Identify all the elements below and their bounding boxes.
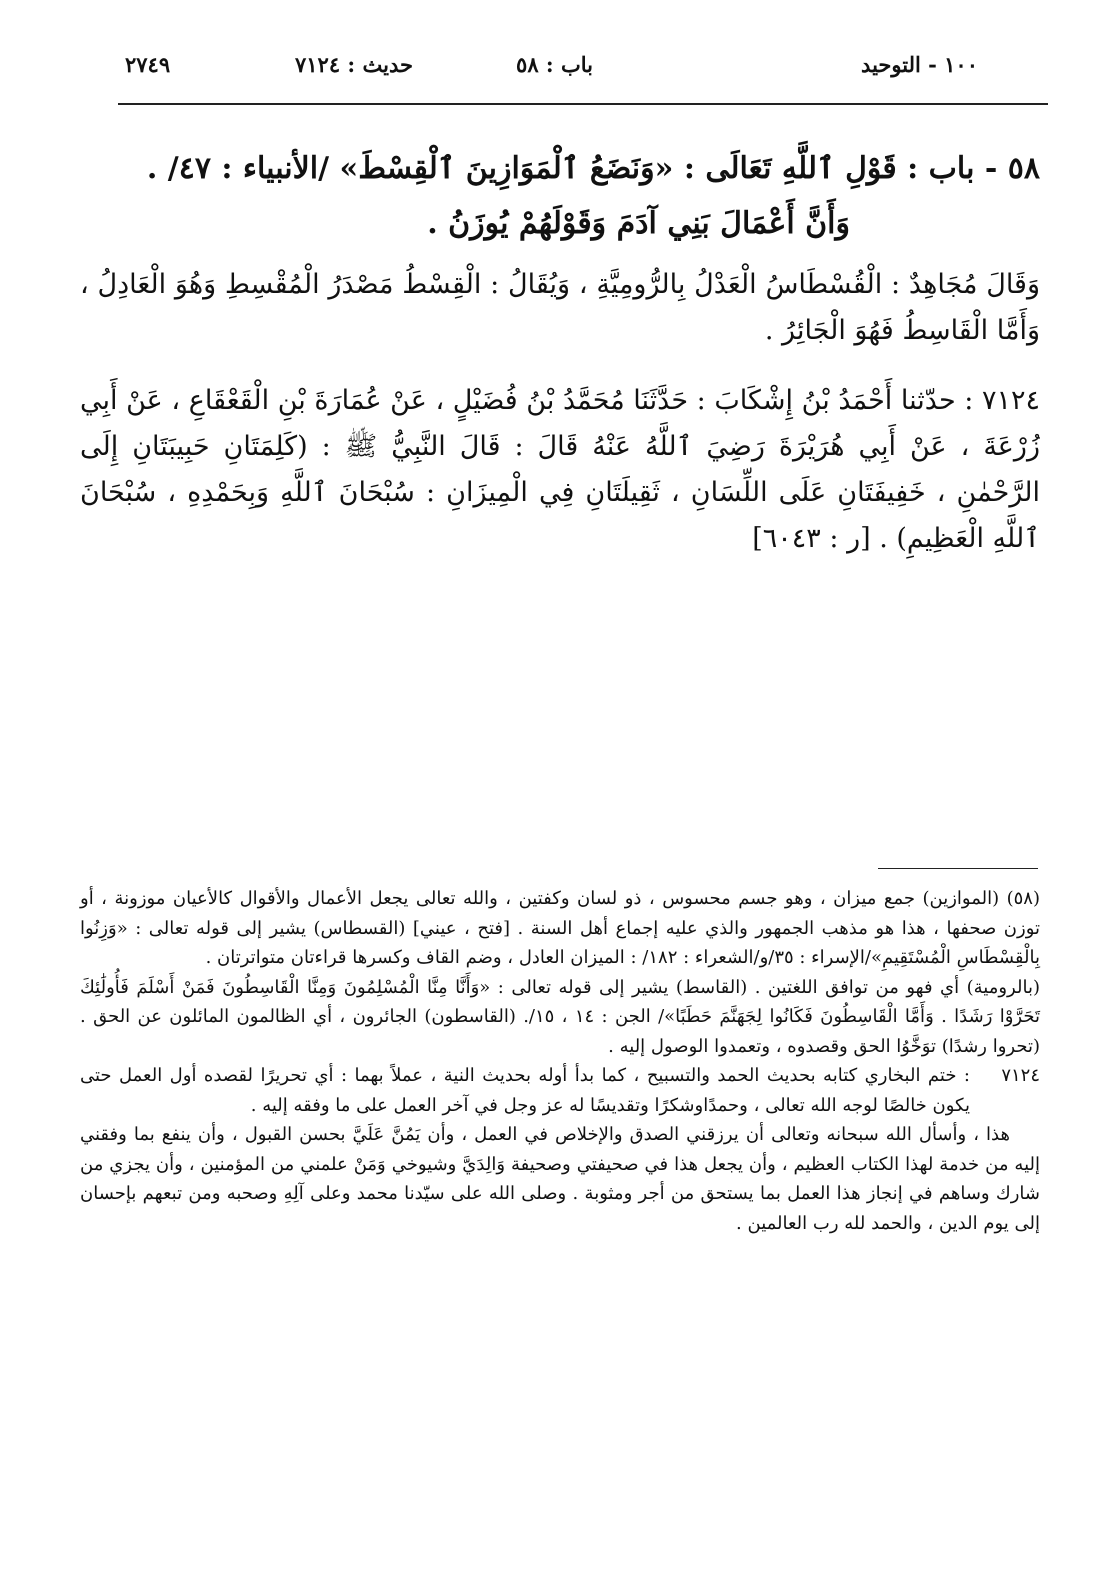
mujahid-paragraph: وَقَالَ مُجَاهِدٌ : الْقُسْطَاسُ الْعَدْلُ بِالرُّومِيَّةِ ، وَيُقَالُ : الْقِسْطُ مَصْدَرُ الْمُقْسِطِ وَهُوَ الْعَادِلُ ، وَأَمَّا الْقَاسِطُ فَهُوَ الْجَائِرُ . — [80, 269, 1040, 346]
hadith-text: ٧١٢٤ : حدّثنا أَحْمَدُ بْنُ إِشْكَابَ : حَدَّثَنَا مُحَمَّدُ بْنُ فُضَيْلٍ ، عَنْ عُمَارَةَ بْنِ الْقَعْقَاعِ ، عَنْ أَبِي زُرْعَةَ ، عَنْ أَبِي هُرَيْرَةَ رَضِيَ ٱللَّهُ عَنْهُ قَالَ : قَالَ النَّبِيُّ ﷺ : (كَلِمَتَانِ حَبِيبَتَانِ إِلَى الرَّحْمٰنِ ، خَفِيفَتَانِ عَلَى اللِّسَانِ ، ثَقِيلَتَانِ فِي الْمِيزَانِ : سُبْحَانَ ٱللَّهِ وَبِحَمْدِهِ ، سُبْحَانَ ٱللَّهِ الْعَظِيمِ) . [ر : ٦٠٤٣] — [80, 385, 1040, 554]
header-divider — [118, 103, 1048, 105]
footnote-7124 — [80, 1061, 1040, 1120]
header-hadith-number: حديث : ٧١٢٤ — [295, 52, 413, 77]
footnotes — [80, 884, 1040, 1238]
chapter-heading-line2: وَأَنَّ أَعْمَالَ بَنِي آدَمَ وَقَوْلَهُمْ يُوزَنُ . — [427, 206, 850, 241]
running-header — [120, 52, 1048, 92]
footnote-58: (٥٨) (الموازين) جمع ميزان ، وهو جسم محسوس ، ذو لسان وكفتين ، والله تعالى يجعل الأعمال والأقوال كالأعيان موزونة ، أو توزن صحفها ، هذا هو مذهب الجمهور والذي عليه إجماع أهل السنة . [فتح ، عيني] (القسطاس) يشير إلى قوله تعالى : «وَزِنُوا بِالْقِسْطَاسِ الْمُسْتَقِيمِ»/الإسراء : ٣٥/و/الشعراء : ١٨٢/ : الميزان العادل ، وضم القاف وكسرها قراءتان متواترتان . — [80, 888, 1040, 968]
footnote-7124-number: ٧١٢٤ — [1001, 1065, 1040, 1086]
closing-prayer: هذا ، وأسأل الله سبحانه وتعالى أن يرزقني الصدق والإخلاص في العمل ، وأن يَمُنَّ عَلَيَّ بحسن القبول ، وأن ينفع بما وفقني إليه من خدمة لهذا الكتاب العظيم ، وأن يجعل هذا في صحيفتي وصحيفة وَالِدَيَّ وشيوخي وَمَنْ علمني من المؤمنين ، وأن يجزي من شارك وساهم في إنجاز هذا العمل بما يستحق من أجر ومثوبة . وصلى الله على سيّدنا محمد وعلى آلِهِ وصحبه ومن تبعهم بإحسان إلى يوم الدين ، والحمد لله رب العالمين . — [80, 1124, 1040, 1234]
footnote-7124-text: : ختم البخاري كتابه بحديث الحمد والتسبيح ، كما بدأ أوله بحديث النية ، عملاً بهما : أي تحريرًا لقصده أول العمل حتى يكون خالصًا لوجه الله تعالى ، وحمدًاوشكرًا وتقديسًا له عز وجل في آخر العمل على ما وفقه إليه . — [80, 1065, 970, 1116]
footnote-divider — [878, 868, 1038, 869]
page-number: ٢٧٤٩ — [125, 52, 171, 77]
chapter-heading-line1: ٥٨ - باب : قَوْلِ ٱللَّهِ تَعَالَى : «وَنَضَعُ ٱلْمَوَازِينَ ٱلْقِسْطَ» /الأنبياء : ٤٧/ . — [146, 151, 1040, 186]
footnote-rumiyya: (بالرومية) أي فهو من توافق اللغتين . (القاسط) يشير إلى قوله تعالى : «وَأَنَّا مِنَّا الْمُسْلِمُونَ وَمِنَّا الْقَاسِطُونَ فَمَنْ أَسْلَمَ فَأُولَٰئِكَ تَحَرَّوْا رَشَدًا . وَأَمَّا الْقَاسِطُونَ فَكَانُوا لِجَهَنَّمَ حَطَبًا»/ الجن : ١٤ ، ١٥/. (القاسطون) الجائرون ، أي الظالمون المائلون عن الحق . (تحروا رشدًا) توَخَّوُا الحق وقصدوه ، وتعمدوا الوصول إليه . — [80, 976, 1040, 1057]
header-bab: باب : ٥٨ — [516, 52, 593, 77]
header-chapter: ١٠٠ - التوحيد — [861, 52, 978, 77]
